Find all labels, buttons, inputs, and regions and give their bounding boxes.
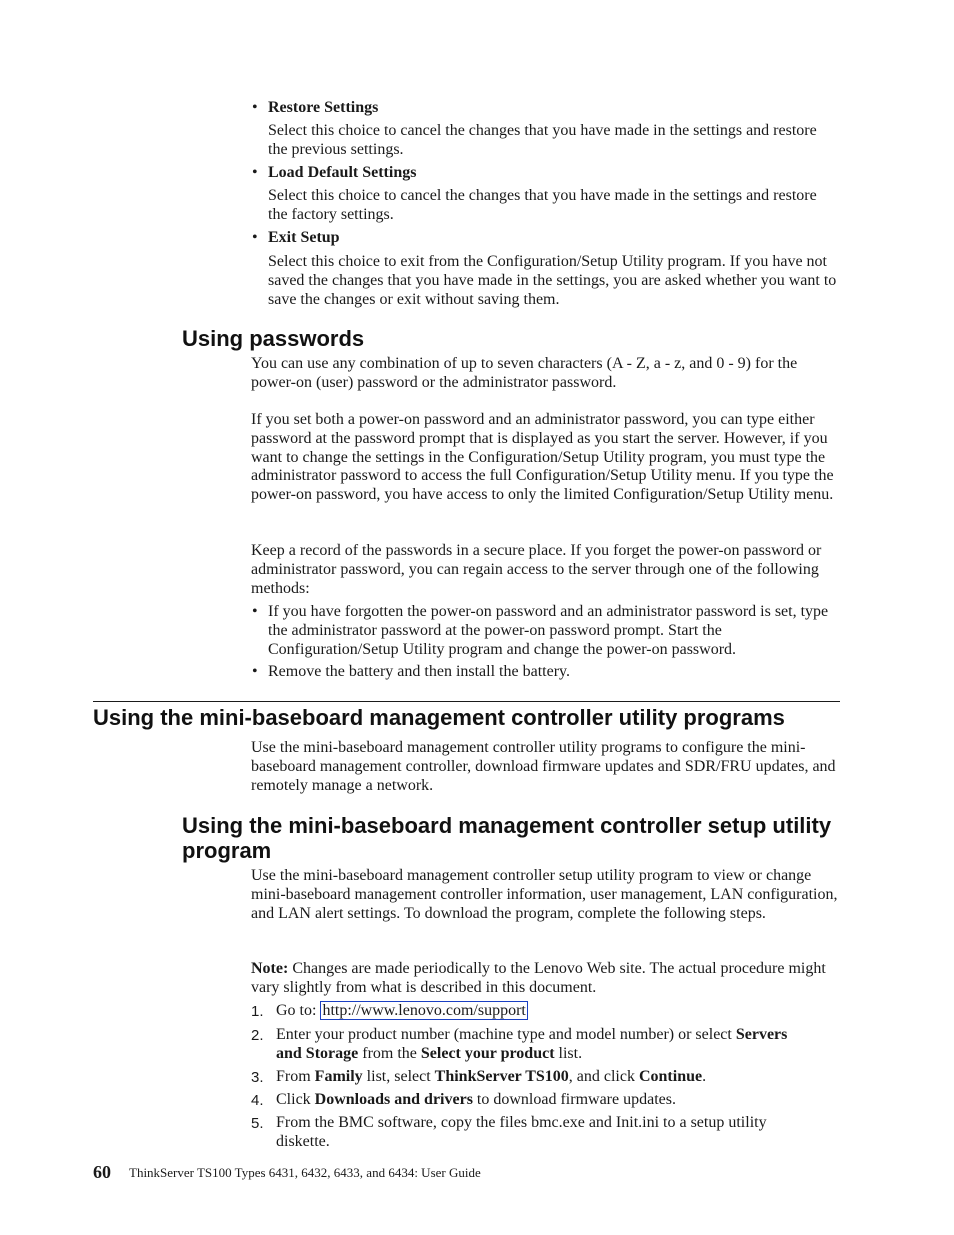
exit-item-desc-restore: Select this choice to cancel the changes that you have made in the settings and restore the previous settings. — [268, 122, 817, 158]
exit-item-title-exit-setup: Exit Setup — [268, 229, 340, 246]
exit-item-desc-exit-setup: Select this choice to exit from the Configuration/Setup Utility program. If you have not saved the changes that you have made in the settings, you are asked whether you want to save the changes or exit without saving them. — [268, 253, 837, 308]
page-number: 60 — [93, 1162, 111, 1182]
step-2-text-cont: from the — [362, 1044, 417, 1062]
section-heading-bmc-utilities: Using the mini-baseboard management controller utility programs — [93, 705, 785, 730]
bullet-marker: • — [252, 603, 258, 620]
step-number: 5. — [251, 1115, 264, 1132]
step-3-text-cont2: , and click — [568, 1068, 635, 1085]
passwords-bullet-battery: Remove the battery and then install the battery. — [268, 663, 570, 680]
step-4 — [276, 1091, 836, 1110]
family-label: Family — [314, 1068, 363, 1085]
step-2 — [276, 1026, 796, 1064]
section-divider — [93, 701, 840, 702]
servers-and-storage-label: Servers and Storage — [276, 1026, 788, 1062]
step-1 — [276, 1002, 836, 1021]
section-heading-bmc-setup: Using the mini-baseboard management controller setup utility program — [182, 813, 832, 863]
passwords-paragraph-1: You can use any combination of up to seven characters (A - Z, a - z, and 0 - 9) for the power-on (user) password or the administrator password. — [251, 355, 798, 391]
downloads-and-drivers-label: Downloads and drivers — [314, 1091, 473, 1108]
step-3-text-cont: list, select — [366, 1068, 431, 1085]
step-5: From the BMC software, copy the files bmc.exe and Init.ini to a setup utility diskette. — [276, 1114, 767, 1150]
exit-item-title-load-default: Load Default Settings — [268, 164, 417, 181]
step-3-text: From — [276, 1068, 311, 1085]
exit-item-title-restore: Restore Settings — [268, 99, 379, 116]
step-number: 1. — [251, 1003, 264, 1020]
bullet-marker: • — [252, 663, 258, 680]
note-paragraph — [251, 960, 841, 998]
passwords-paragraph-2: If you set both a power-on password and an administrator password, you can type either password at the password prompt that is displayed as you start the server. However, if you want to change the settings in the Configuration/Setup Utility program, you must type the administrator password to access the full Configuration/Setup Utility menu. If you type the power-on password, you have access to only the limited Configuration/Setup Utility menu. — [251, 411, 834, 504]
bullet-marker: • — [252, 229, 258, 246]
passwords-paragraph-3: Keep a record of the passwords in a secure place. If you forget the power-on password or administrator password, you can regain access to the server through one of the following methods: — [251, 542, 822, 597]
passwords-bullet-forgotten: If you have forgotten the power-on password and an administrator password is set, type the administrator password at the power-on password prompt. Start the Configuration/Setup Utility program and change the power-on password. — [268, 603, 829, 658]
bmc-paragraph-1: Use the mini-baseboard management controller utility programs to configure the mini-baseboard management controller, download firmware updates and SDR/FRU updates, and remotely manage a network. — [251, 739, 836, 794]
note-label: Note: — [251, 960, 289, 977]
exit-item-desc-load-default: Select this choice to cancel the changes that you have made in the settings and restore the factory settings. — [268, 187, 817, 223]
step-3-period: . — [702, 1068, 707, 1085]
bullet-marker: • — [252, 164, 258, 181]
step-number: 2. — [251, 1027, 264, 1044]
bmc-setup-paragraph-1: Use the mini-baseboard management controller setup utility program to view or change mini-baseboard management controller information, user management, LAN configuration, and LAN alert settings. To download the program, complete the following steps. — [251, 867, 838, 922]
step-4-text-end: to download firmware updates. — [476, 1091, 676, 1108]
footer-title: ThinkServer TS100 Types 6431, 6432, 6433, and 6434: User Guide — [129, 1165, 481, 1180]
note-text: Changes are made periodically to the Lenovo Web site. The actual procedure might vary slightly from what is described in this document. — [251, 960, 826, 996]
lenovo-support-link[interactable]: http://www.lenovo.com/support — [322, 1002, 526, 1019]
step-1-text: Go to: — [276, 1002, 317, 1019]
step-4-text: Click — [276, 1091, 311, 1108]
step-number: 4. — [251, 1092, 264, 1109]
thinkserver-ts100-label: ThinkServer TS100 — [434, 1068, 569, 1085]
step-3 — [276, 1068, 836, 1087]
section-heading-passwords: Using passwords — [182, 326, 365, 351]
step-2-text: Enter your product number (machine type and model number) or select — [276, 1026, 732, 1043]
bullet-marker: • — [252, 99, 258, 116]
select-your-product-label: Select your product — [420, 1044, 555, 1062]
step-2-text-end: list. — [558, 1044, 583, 1062]
continue-label: Continue — [638, 1068, 703, 1085]
step-number: 3. — [251, 1069, 264, 1086]
